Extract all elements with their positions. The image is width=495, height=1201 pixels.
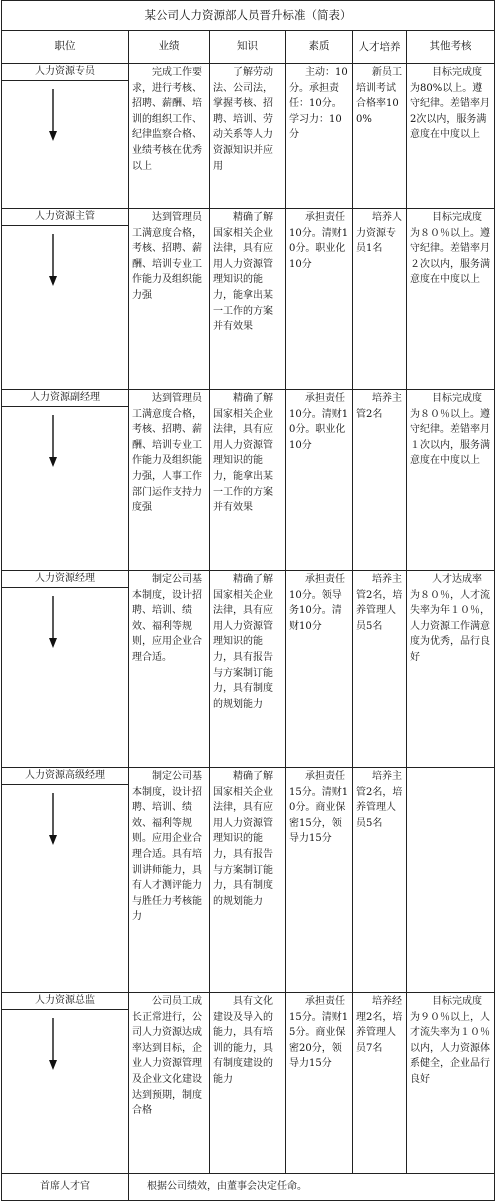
knowledge-cell: 精确了解国家相关企业法律，具有应用人力资源管理知识的能力，能拿出某一工作的方案并有效果 [210,390,286,571]
table-row [2,993,495,1174]
position-cell-chief-talent-officer: 首席人才官 [2,1174,129,1201]
position-label: 人力资源专员 [2,64,128,81]
quality-cell: 承担责任10分。清财10分。职业化10分 [286,390,353,571]
assessment-cell: 目标完成度为８０％以上。遵守纪律。差错率月２次以内，服务满意度在中度以上 [407,209,495,390]
arrow-down-icon [46,1018,60,1070]
position-label: 人力资源总监 [2,993,128,1010]
position-cell [2,768,129,993]
table-title: 某公司人力资源部人员晋升标准（简表） [2,1,495,31]
performance-cell: 制定公司基本制度，设计招聘、培训、绩效、福利等规则。应用企业合理合适。具有培训讲师能力，具有人才测评能力与胜任力考核能力 [129,768,210,993]
quality-cell: 承担责任10分。清财10分。职业化10分 [286,209,353,390]
header-position: 职位 [2,31,129,64]
position-cell [2,390,129,571]
performance-cell: 公司员工成长正常进行，公司人力资源达成率达到目标，企业人力资源管理及企业文化建设达到预期，制度合格 [129,993,210,1174]
assessment-cell: 目标完成度为８０％以上。遵守纪律。差错率月１次以内，服务满意度在中度以上 [407,390,495,571]
performance-cell: 达到管理员工满意度合格，考核、招聘、薪酬、培训专业工作能力及组织能力强 [129,209,210,390]
quality-cell: 承担责任15分。清财15分。商业保密20分，领导力15分 [286,993,353,1174]
position-label: 人力资源高级经理 [2,768,128,785]
table-row [2,1174,495,1201]
performance-cell: 达到管理员工满意度合格，考核、招聘、薪酬、培训专业工作能力及组织能力强，人事工作部门运作支持力度强 [129,390,210,571]
knowledge-cell: 精确了解国家相关企业法律，具有应用人力资源管理知识的能力，能拿出某一工作的方案并有效果 [210,209,286,390]
talent-cell: 培养人力资源专员1名 [353,209,407,390]
table-row [2,64,495,209]
talent-cell: 新员工培训考试合格率100% [353,64,407,209]
assessment-cell: 目标完成度为80%以上。遵守纪律。差错率月2次以内，服务满意度在中度以上 [407,64,495,209]
knowledge-cell: 精确了解国家相关企业法律，具有应用人力资源管理知识的能力，具有报告与方案制订能力，具有制度的规划能力 [210,768,286,993]
talent-cell: 培养主管2名 [353,390,407,571]
talent-cell: 培养主管2名，培养管理人员5名 [353,768,407,993]
header-talent: 人才培养 [353,31,407,64]
table-row [2,768,495,993]
position-cell [2,209,129,390]
table-row [2,209,495,390]
assessment-cell: 人才达成率为８０％，人才流失率为年１０％，人力资源工作满意度为优秀，品行良好 [407,571,495,768]
assessment-cell: 目标完成度为９０％以上，人才流失率为１０％以内，人力资源体系健全，企业品行良好 [407,993,495,1174]
assessment-cell [407,768,495,993]
position-label: 人力资源副经理 [2,390,128,407]
position-cell [2,571,129,768]
quality-cell: 承担责任10分。领导务10分。清财10分 [286,571,353,768]
performance-cell: 制定公司基本制度，设计招聘、培训、绩效、福利等规则，应用企业合理合适。 [129,571,210,768]
talent-cell: 培养主管2名，培养管理人员5名 [353,571,407,768]
position-cell [2,64,129,209]
header-performance: 业绩 [129,31,210,64]
appointment-note: 根据公司绩效，由董事会决定任命。 [129,1174,495,1201]
header-knowledge: 知识 [210,31,286,64]
table-row [2,390,495,571]
quality-cell: 承担责任15分。清财10分。商业保密15分，领导力15分 [286,768,353,993]
knowledge-cell: 具有文化建设及导入的能力，具有培训的能力，具有制度建设的能力 [210,993,286,1174]
header-quality: 素质 [286,31,353,64]
position-label: 人力资源主管 [2,209,128,226]
table-row [2,571,495,768]
arrow-down-icon [46,89,60,141]
knowledge-cell: 精确了解国家相关企业法律，具有应用人力资源管理知识的能力，具有报告与方案制订能力，具有制度的规划能力 [210,571,286,768]
promotion-standard-table [1,0,495,1201]
arrow-down-icon [46,793,60,845]
arrow-down-icon [46,415,60,467]
performance-cell: 完成工作要求，进行考核、招聘、薪酬、培训的组织工作、纪律监察合格、业绩考核在优秀以上 [129,64,210,209]
knowledge-cell: 了解劳动法、公司法，掌握考核、招聘、培训、劳动关系等人力资源知识并应用 [210,64,286,209]
header-assessment: 其他考核 [407,31,495,64]
position-label: 人力资源经理 [2,571,128,588]
quality-cell: 主动：10分。承担责任：10分。学习力：10分 [286,64,353,209]
arrow-down-icon [46,596,60,648]
arrow-down-icon [46,234,60,286]
position-cell [2,993,129,1174]
talent-cell: 培养经理2名，培养管理人员7名 [353,993,407,1174]
